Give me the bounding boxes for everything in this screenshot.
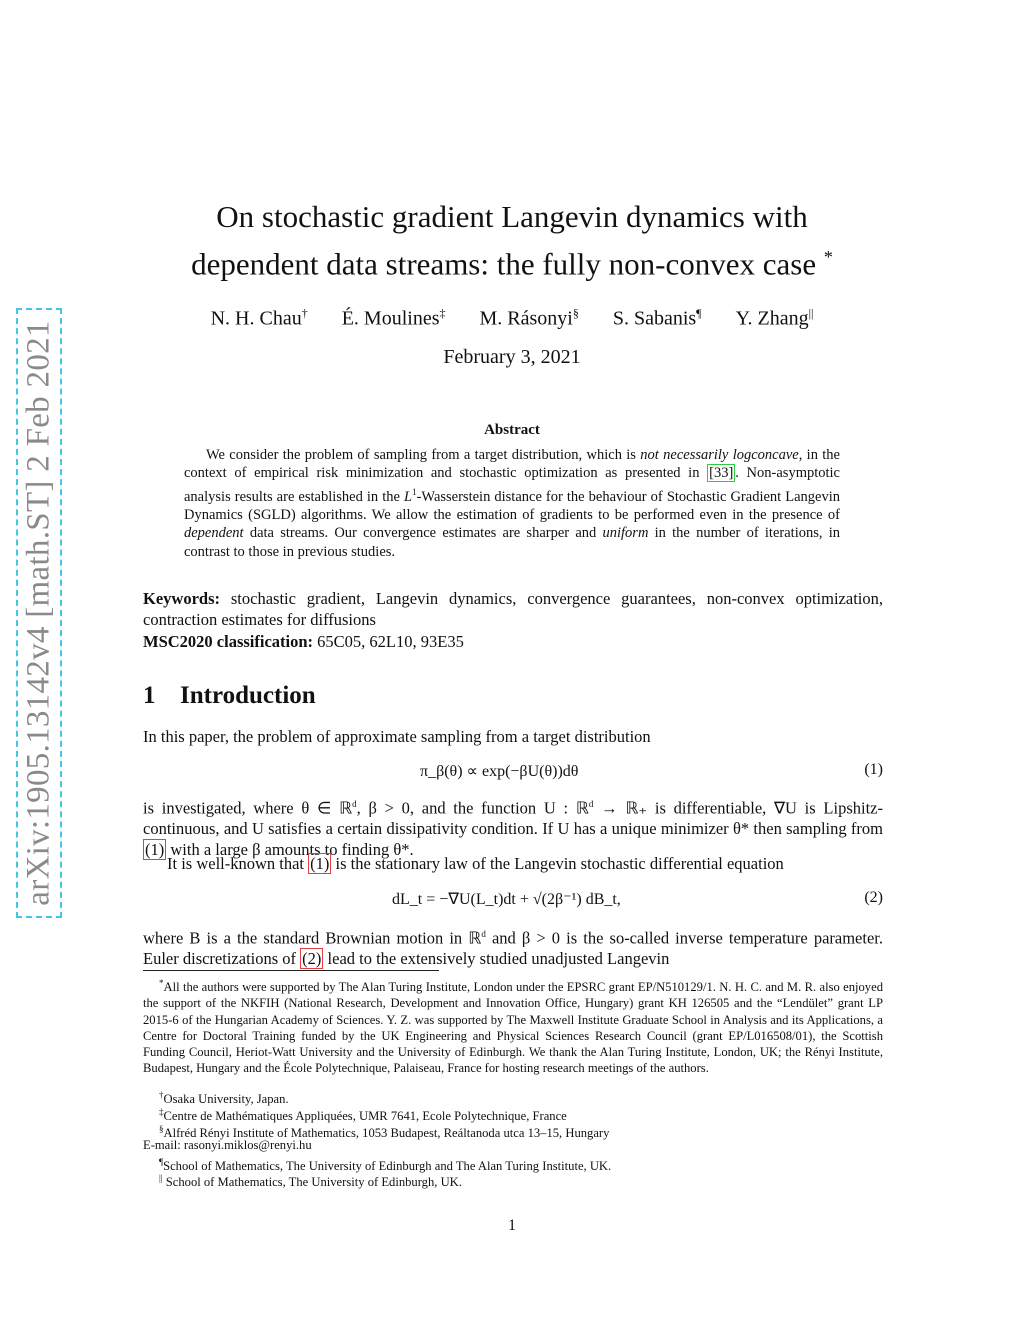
paper-date: February 3, 2021 <box>443 346 581 368</box>
intro-paragraph-4: where B is a the standard Brownian motion in ℝ$^d$ and β > 0 is the so-called inverse temperature parameter. Euler discretizations of (2) lead to the extensively studied unadjusted Langevin <box>143 928 883 969</box>
equation-2-number: (2) <box>864 889 883 906</box>
equation-ref-1[interactable]: (1) <box>310 854 330 873</box>
author: S. Sabanis¶ <box>612 306 702 330</box>
equation-1: π_β(θ) ∝ exp(−βU(θ))dθ <box>420 763 579 780</box>
equation-ref-1[interactable]: (1) <box>145 839 165 859</box>
intro-paragraph-2: is investigated, where θ ∈ ℝ$^d$, β > 0, and the function U : ℝ$^d$ → ℝ₊ is differentiable, ∇U is Lipshitz-continuous, and U satisfies a certain dissipativity condition. If U has a unique minimizer θ* then sampling from (1) with a large β amounts to finding θ*. <box>143 798 883 859</box>
arxiv-stamp <box>16 308 62 918</box>
footnote-affiliation: || School of Mathematics, The University of Edinburgh, UK. <box>159 1173 462 1190</box>
equation-1-number: (1) <box>864 761 883 778</box>
arxiv-id: arXiv:1905.13142v4 [math.ST] 2 Feb 2021 <box>20 320 57 906</box>
page-number: 1 <box>508 1217 516 1234</box>
equation-2: dL_t = −∇U(L_t)dt + √(2β⁻¹) dB_t, <box>392 891 621 908</box>
title-line-1: On stochastic gradient Langevin dynamics with <box>216 199 808 234</box>
footnote-affiliation: §Alfréd Rényi Institute of Mathematics, 1053 Budapest, Reáltanoda utca 13–15, Hungary <box>159 1124 610 1141</box>
author-list <box>150 306 874 331</box>
author: É. Moulines‡ <box>341 306 446 330</box>
citation-link[interactable]: [33] <box>709 465 734 482</box>
footnote-affiliation: ¶School of Mathematics, The University of Edinburgh and The Alan Turing Institute, UK. <box>159 1157 612 1174</box>
footnote-email: E-mail: rasonyi.miklos@renyi.hu <box>143 1138 312 1152</box>
author: Y. Zhang|| <box>735 306 814 330</box>
title-footnote-mark: * <box>823 247 833 267</box>
footnote-rule <box>143 970 439 971</box>
abstract-heading: Abstract <box>484 422 540 438</box>
footnote-funding: *All the authors were supported by The Alan Turing Institute, London under the EPSRC grant EP/N510129/1. N. H. C. and M. R. also enjoyed the support of the NKFIH (National Research, Development and Innovation Office, Hungary) grant KH 126505 and the “Lendület” grant LP 2015-6 of the Hungarian Academy of Sciences. Y. Z. was supported by The Maxwell Institute Graduate School in Analysis and its Applications, a Centre for Doctoral Training funded by the UK Engineering and Physical Sciences Research Council (grant EP/L016508/01), the Scottish Funding Council, Heriot-Watt University and the University of Edinburgh. We thank the Alan Turing Institute, London, UK; the Rényi Institute, Budapest, Hungary and the École Polytechnique, Palaiseau, France for hosting research meetings of the authors. <box>143 978 883 1076</box>
author: N. H. Chau† <box>210 306 308 330</box>
intro-paragraph-1: In this paper, the problem of approximate sampling from a target distribution <box>143 727 651 746</box>
msc-classification: MSC2020 classification: 65C05, 62L10, 93E35 <box>143 632 464 651</box>
intro-paragraph-3: It is well-known that (1) is the stationary law of the Langevin stochastic differential equation <box>167 854 784 873</box>
keywords: Keywords: stochastic gradient, Langevin dynamics, convergence guarantees, non-convex optimization, contraction estimates for diffusions <box>143 589 883 629</box>
equation-ref-2[interactable]: (2) <box>302 949 322 969</box>
footnote-affiliation: †Osaka University, Japan. <box>159 1090 289 1107</box>
title-line-2: dependent data streams: the fully non-convex case <box>191 246 817 282</box>
author: M. Rásonyi§ <box>479 306 579 330</box>
paper-title <box>150 196 874 284</box>
abstract-body: We consider the problem of sampling from a target distribution, which is not necessarily logconcave, in the context of empirical risk minimization and stochastic optimization as presented in [33] . Non-asymptotic analysis results are established in the $L^1$-Wasserstein distance for the behaviour of Stochastic Gradient Langevin Dynamics (SGLD) algorithms. We allow the estimation of gradients to be performed even in the presence of dependent data streams. Our convergence estimates are sharper and uniform in the number of iterations, in contrast to those in previous studies. <box>184 447 841 560</box>
footnote-affiliation: ‡Centre de Mathématiques Appliquées, UMR 7641, Ecole Polytechnique, France <box>159 1107 567 1124</box>
section-heading: 1 Introduction <box>143 682 316 709</box>
